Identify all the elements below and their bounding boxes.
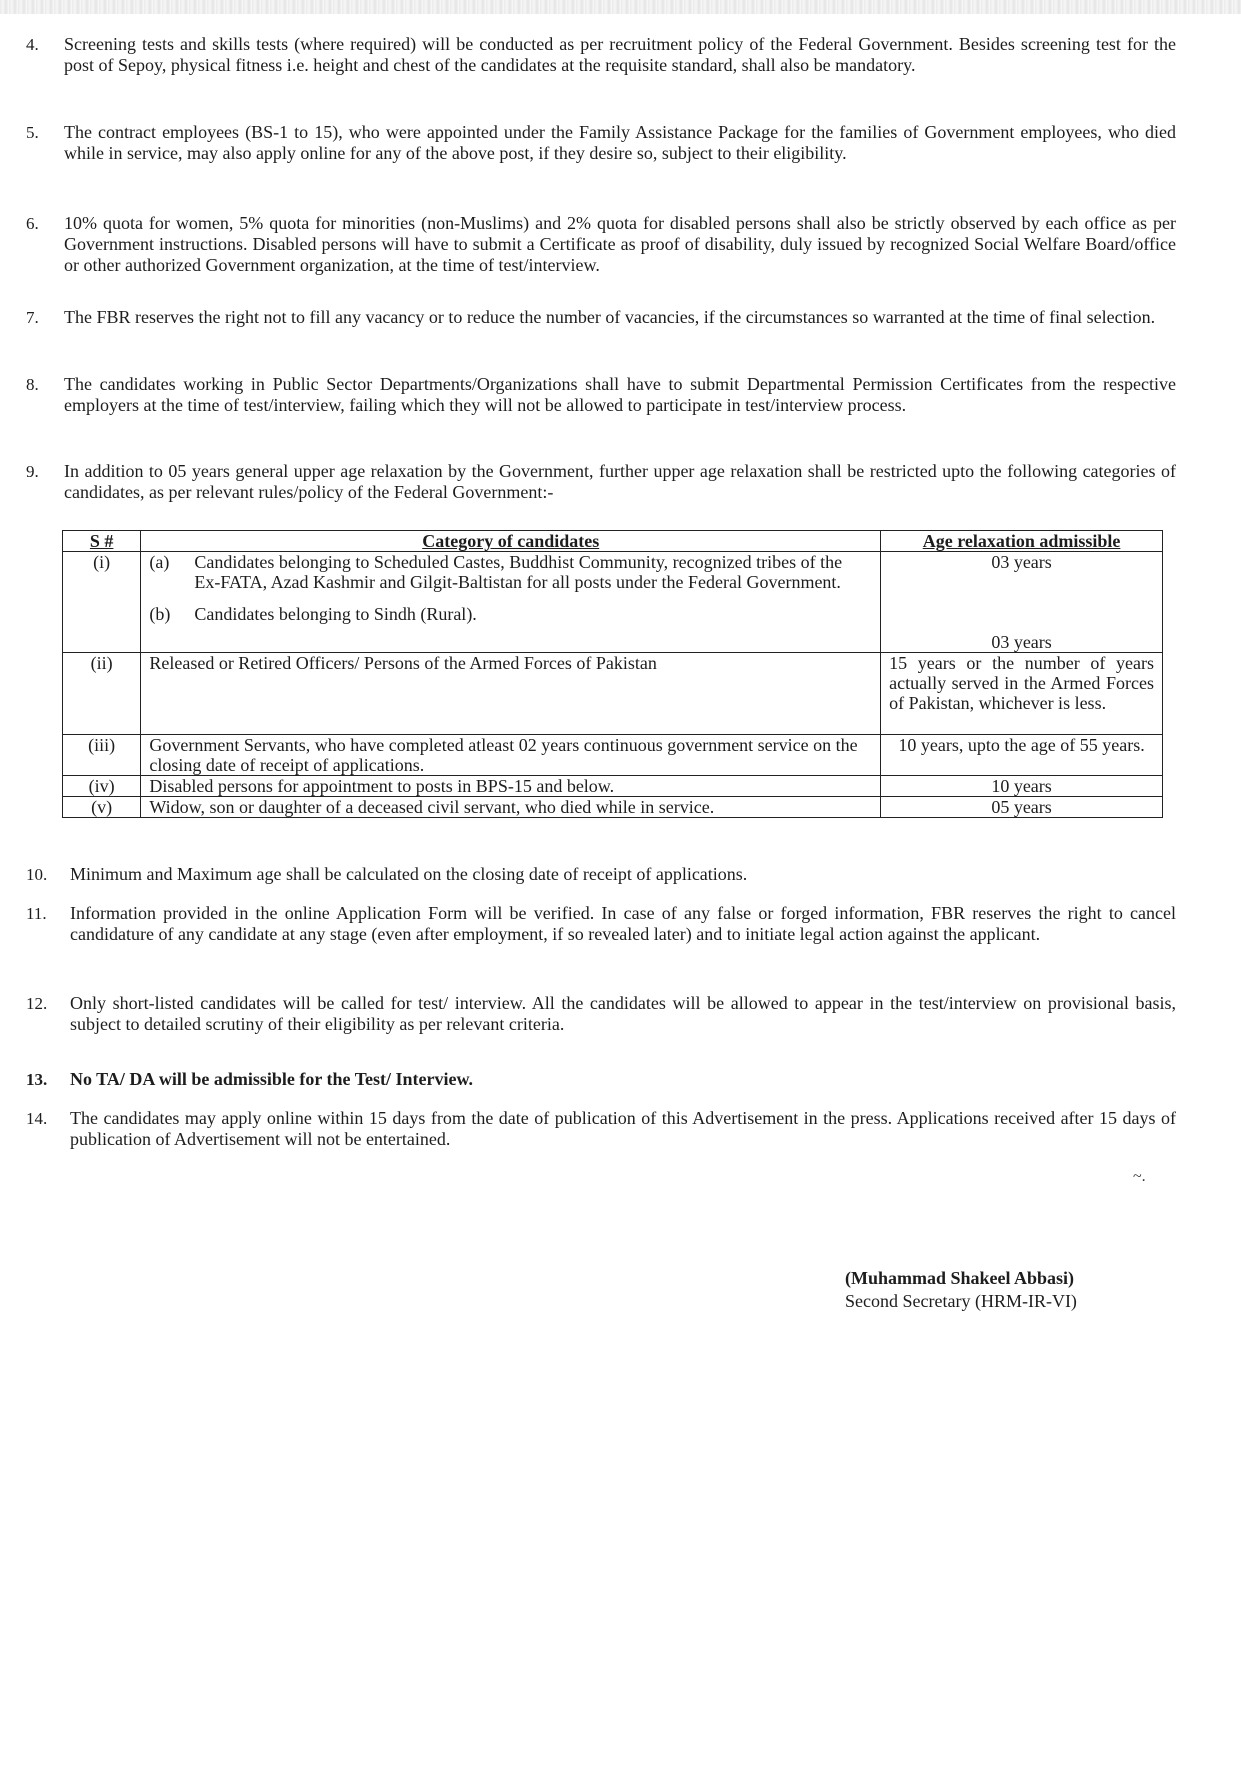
cell-sn: (ii)	[63, 653, 141, 735]
table-header-row	[63, 531, 1163, 552]
pen-mark: ~.	[1133, 1168, 1146, 1185]
subcategory-label: (b)	[149, 604, 171, 624]
clause-number: 14.	[26, 1109, 48, 1128]
clause-14	[26, 1108, 1176, 1150]
subcategory-text: Candidates belonging to Sindh (Rural).	[194, 604, 477, 624]
clause-number: 9.	[26, 462, 39, 481]
cell-category	[141, 552, 881, 653]
cell-sn: (iv)	[63, 776, 141, 797]
clause-text: Only short-listed candidates will be called for test/ interview. All the candidates will be allowed to appear in the test/interview on provisional basis, subject to detailed scrutiny of their eligibility as per relevant criteria.	[70, 993, 1176, 1034]
clause-text: The FBR reserves the right not to fill any vacancy or to reduce the number of vacancies, if the circumstances so warranted at the time of final selection.	[64, 307, 1156, 327]
subcategory-b	[149, 604, 872, 624]
clause-number: 12.	[26, 994, 48, 1013]
cell-age: 15 years or the number of years actually served in the Armed Forces of Pakistan, whichever is less.	[881, 653, 1163, 735]
clause-4	[26, 34, 1176, 76]
cell-category: Government Servants, who have completed atleast 02 years continuous government service on the closing date of receipt of applications.	[141, 735, 881, 776]
age-value-b: 03 years	[991, 632, 1052, 652]
age-value-a: 03 years	[991, 552, 1052, 572]
signatory-name: (Muhammad Shakeel Abbasi)	[845, 1268, 1075, 1288]
table-row	[63, 653, 1163, 735]
clause-number: 11.	[26, 904, 47, 923]
cell-sn: (i)	[63, 552, 141, 653]
signature-block	[845, 1267, 1077, 1313]
table-row	[63, 776, 1163, 797]
clause-10	[26, 864, 1176, 885]
cell-category: Released or Retired Officers/ Persons of the Armed Forces of Pakistan	[141, 653, 881, 735]
cell-category: Disabled persons for appointment to posts in BPS-15 and below.	[141, 776, 881, 797]
clause-number: 10.	[26, 865, 48, 884]
clause-number: 5.	[26, 123, 39, 142]
cell-sn: (v)	[63, 797, 141, 818]
clause-number: 6.	[26, 214, 39, 233]
clause-number: 7.	[26, 308, 39, 327]
table-row	[63, 735, 1163, 776]
age-relaxation-table	[62, 530, 1163, 818]
clause-text: The candidates may apply online within 15 days from the date of publication of this Advertisement in the press. Applications received after 15 days of publication of Advertisement will not be entertained.	[70, 1108, 1176, 1149]
clause-text: No TA/ DA will be admissible for the Test/ Interview.	[70, 1069, 474, 1089]
clause-text: Minimum and Maximum age shall be calculated on the closing date of receipt of applications.	[70, 864, 748, 884]
clause-8	[26, 374, 1176, 416]
header-category: Category of candidates	[141, 531, 881, 552]
clause-11	[26, 903, 1176, 945]
clause-text: In addition to 05 years general upper age relaxation by the Government, further upper age relaxation shall be restricted upto the following categories of candidates, as per relevant rules/policy of the Federal Government:-	[64, 461, 1176, 502]
clause-7	[26, 307, 1176, 328]
cell-age: 05 years	[881, 797, 1163, 818]
header-sn: S #	[63, 531, 141, 552]
clause-text: Information provided in the online Application Form will be verified. In case of any false or forged information, FBR reserves the right to cancel candidature of any candidate at any stage (even after employment, if so revealed later) and to initiate legal action against the applicant.	[70, 903, 1176, 944]
cell-age	[881, 552, 1163, 653]
subcategory-a	[149, 552, 872, 592]
cell-category: Widow, son or daughter of a deceased civil servant, who died while in service.	[141, 797, 881, 818]
clause-5	[26, 122, 1176, 164]
cell-sn: (iii)	[63, 735, 141, 776]
subcategory-text: Candidates belonging to Scheduled Castes, Buddhist Community, recognized tribes of the Ex-FATA, Azad Kashmir and Gilgit-Baltistan for all posts under the Federal Government.	[194, 552, 843, 592]
header-age: Age relaxation admissible	[881, 531, 1163, 552]
clause-9	[26, 461, 1176, 503]
table-row	[63, 797, 1163, 818]
clause-number: 4.	[26, 35, 39, 54]
cell-age: 10 years	[881, 776, 1163, 797]
subcategory-label: (a)	[149, 552, 170, 572]
clause-12	[26, 993, 1176, 1035]
clause-13	[26, 1069, 1176, 1090]
clause-text: 10% quota for women, 5% quota for minorities (non-Muslims) and 2% quota for disabled persons shall also be strictly observed by each office as per Government instructions. Disabled persons will have to submit a Certificate as proof of disability, duly issued by recognized Social Welfare Board/office or other authorized Government organization, at the time of test/interview.	[64, 213, 1176, 275]
clause-number: 8.	[26, 375, 39, 394]
table-row	[63, 552, 1163, 653]
cell-age: 10 years, upto the age of 55 years.	[881, 735, 1163, 776]
signatory-designation: Second Secretary (HRM-IR-VI)	[845, 1291, 1077, 1311]
clause-text: Screening tests and skills tests (where required) will be conducted as per recruitment policy of the Federal Government. Besides screening test for the post of Sepoy, physical fitness i.e. height and chest of the candidates at the requisite standard, shall also be mandatory.	[64, 34, 1176, 75]
clause-text: The contract employees (BS-1 to 15), who were appointed under the Family Assistance Package for the families of Government employees, who died while in service, may also apply online for any of the above post, if they desire so, subject to their eligibility.	[64, 122, 1176, 163]
clause-text: The candidates working in Public Sector Departments/Organizations shall have to submit Departmental Permission Certificates from the respective employers at the time of test/interview, failing which they will not be allowed to participate in test/interview process.	[64, 374, 1176, 415]
clause-6	[26, 213, 1176, 276]
clause-number: 13.	[26, 1070, 48, 1089]
